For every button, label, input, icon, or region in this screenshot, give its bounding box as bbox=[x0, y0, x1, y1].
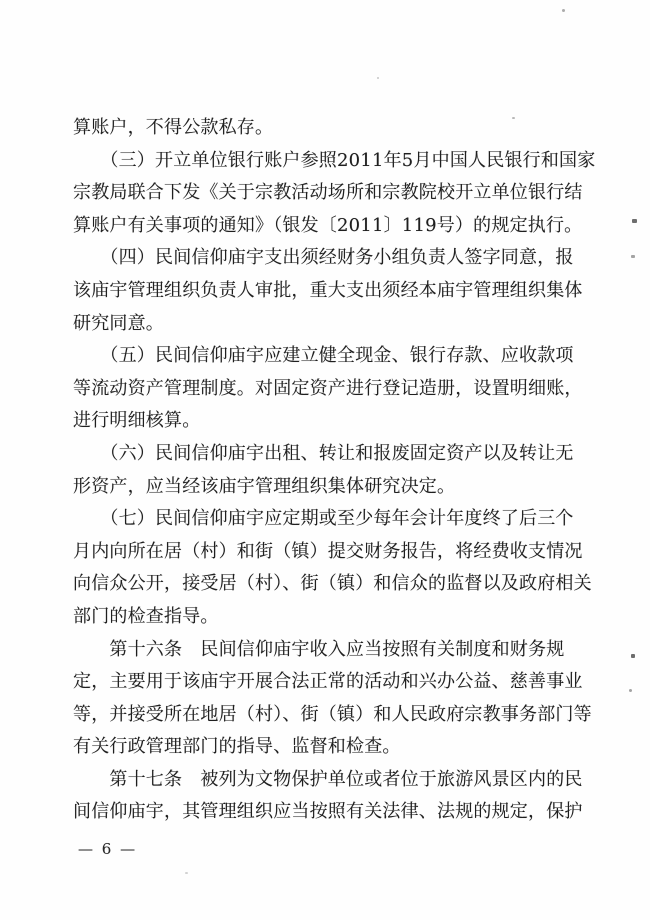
text-line: 部门的检查指导。 bbox=[73, 605, 219, 627]
text-line: （四）民间信仰庙宇支出须经财务小组负责人签字同意，报 bbox=[73, 247, 574, 269]
scan-speck bbox=[629, 689, 632, 692]
text-line: 向信众公开，接受居（村）、街（镇）和信众的监督以及政府相关 bbox=[73, 573, 592, 595]
text-line: 第十七条 被列为文物保护单位或者位于旅游风景区内的民 bbox=[73, 768, 583, 790]
scan-speck bbox=[377, 77, 379, 79]
text-line: 算账户有关事项的通知》（银发〔2011〕119号）的规定执行。 bbox=[73, 214, 583, 236]
text-line: 算账户，不得公款私存。 bbox=[73, 117, 274, 138]
text-line: （七）民间信仰庙宇应定期或至少每年会计年度终了后三个 bbox=[73, 508, 574, 530]
text-line: 该庙宇管理组织负责人审批，重大支出须经本庙宇管理组织集体 bbox=[73, 279, 583, 301]
document-body bbox=[73, 112, 603, 829]
text-line: 间信仰庙宇，其管理组织应当按照有关法律、法规的规定，保护 bbox=[73, 801, 583, 823]
text-line: 等，并接受所在地居（村）、街（镇）和人民政府宗教事务部门等 bbox=[73, 703, 592, 725]
scan-speck bbox=[185, 872, 188, 874]
scan-speck bbox=[631, 255, 635, 258]
scan-speck bbox=[631, 654, 635, 658]
text-line: （五）民间信仰庙宇应建立健全现金、银行存款、应收款项 bbox=[73, 345, 574, 367]
text-line: 定，主要用于该庙宇开展合法正常的活动和兴办公益、慈善事业 bbox=[73, 671, 583, 693]
page-number: — 6 — bbox=[78, 840, 138, 858]
text-line: 进行明细核算。 bbox=[73, 410, 201, 432]
text-line: 第十六条 民间信仰庙宇收入应当按照有关制度和财务规 bbox=[73, 638, 565, 660]
scan-speck bbox=[562, 9, 565, 12]
text-line: 形资产，应当经该庙宇管理组织集体研究决定。 bbox=[73, 475, 456, 497]
scan-speck bbox=[632, 219, 637, 223]
text-line: 有关行政管理部门的指导、监督和检查。 bbox=[73, 736, 401, 758]
text-line: 宗教局联合下发《关于宗教活动场所和宗教院校开立单位银行结 bbox=[73, 182, 583, 204]
text-line: 等流动资产管理制度。对固定资产进行登记造册，设置明细账， bbox=[73, 377, 583, 399]
text-line: （三）开立单位银行账户参照2011年5月中国人民银行和国家 bbox=[73, 149, 596, 171]
text-line: 研究同意。 bbox=[73, 312, 164, 334]
scan-speck bbox=[512, 117, 515, 119]
text-line: （六）民间信仰庙宇出租、转让和报废固定资产以及转让无 bbox=[73, 442, 574, 464]
text-line: 月内向所在居（村）和街（镇）提交财务报告，将经费收支情况 bbox=[73, 540, 583, 562]
